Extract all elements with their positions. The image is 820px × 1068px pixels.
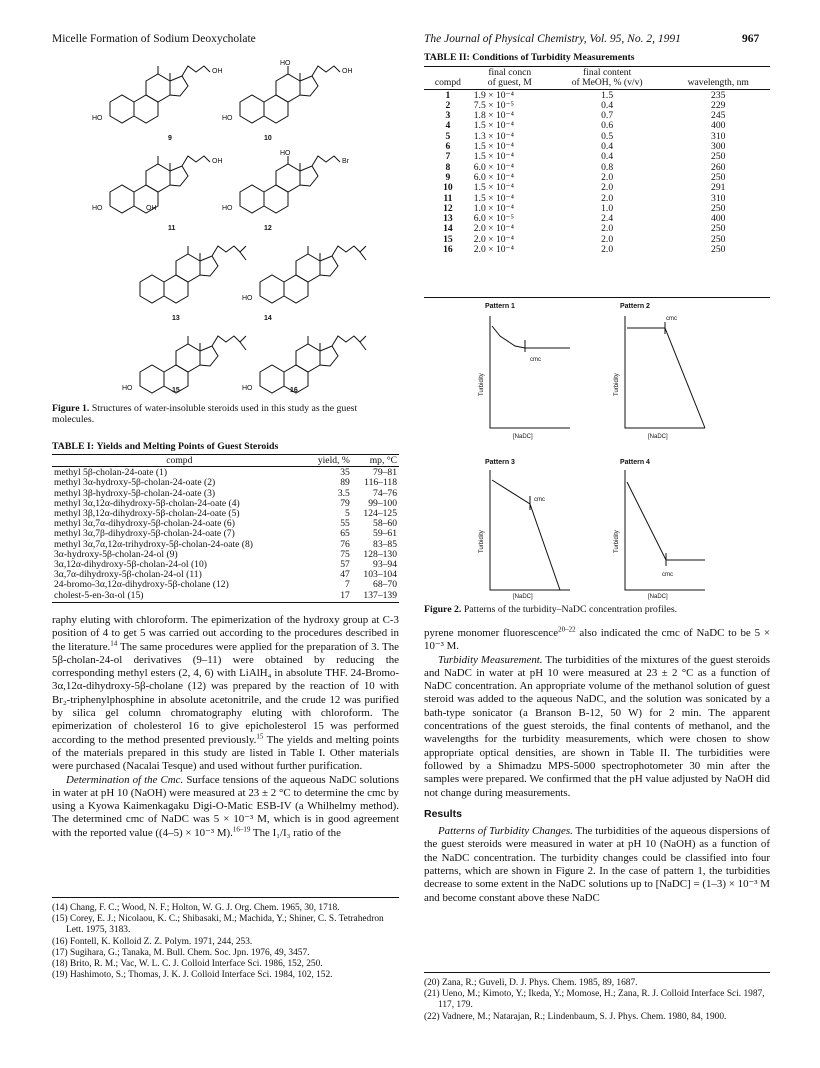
table2-cell-wavelength: 300	[711, 141, 726, 153]
s11-num: 11	[168, 225, 176, 232]
table2-cell-concn: 1.5 × 10⁻⁴	[473, 192, 514, 204]
table2-cell-meoh: 0.5	[601, 130, 614, 142]
lb-ref15: 15	[256, 732, 264, 741]
lb-ref16: 16–19	[232, 825, 251, 834]
table2-cell-concn: 2.0 × 10⁻⁴	[473, 223, 514, 235]
s14-num: 14	[264, 315, 272, 322]
table1-cell-compd: methyl 5β-cholan-24-oate (1)	[54, 467, 168, 479]
table1-cell-mp: 74–76	[373, 487, 397, 499]
table2-cell-meoh: 0.6	[601, 120, 614, 132]
table1-cell-compd: methyl 3α-hydroxy-5β-cholan-24-oate (2)	[54, 477, 216, 489]
p1-xlabel: [NaDC]	[513, 434, 533, 440]
t2-h-compd: compd	[434, 77, 461, 89]
s14-label-ho: HO	[242, 295, 253, 302]
table2-cell-meoh: 0.4	[601, 141, 614, 153]
lb-p1b: The same procedures were applied for the preparation of 3. The 5β-cholan-24-ol derivatives (9–11) were obtained by reducing the corresponding methyl esters (2, 4, 6) with LiAlH₄ in absolute THF. 24-Bromo-3α,12α-dihydroxy-5β-cholane (12) was prepared by the reaction of 10 with Br₂-triphenylphosphine in absolute acetonitrile, and the crude 12 was purified by silica gel column chromatography eluting with chloroform. The epimerization of cholesterol 16 to give epicholesterol 15 was performed according to the method presented previously.	[52, 640, 399, 746]
table2-cell-compd: 3	[445, 110, 451, 122]
table2-cell-meoh: 1.5	[601, 89, 614, 101]
table1-title	[52, 441, 402, 452]
footnote: (19) Hashimoto, S.; Thomas, J. K. J. Colloid Interface Sci. 1984, 102, 152.	[52, 970, 333, 981]
table2-cell-meoh: 2.0	[601, 233, 614, 245]
table1-title-label: TABLE I:	[52, 441, 95, 452]
t2-h-concn: of guest, M	[487, 77, 532, 89]
table2-cell-concn: 1.5 × 10⁻⁴	[473, 141, 514, 153]
table1-cell-mp: 99–100	[368, 497, 397, 509]
p3-xlabel: [NaDC]	[513, 594, 533, 600]
p3-cmc: cmc	[534, 497, 545, 503]
table2-cell-concn: 2.0 × 10⁻⁴	[473, 244, 514, 256]
table1-header-mp: mp, °C	[369, 455, 397, 466]
table2-cell-concn: 6.0 × 10⁻⁴	[473, 161, 514, 173]
table2-cell-concn: 2.0 × 10⁻⁴	[473, 233, 514, 245]
table1-cell-compd: methyl 3α,7α-dihydroxy-5β-cholan-24-oate (6)	[54, 518, 235, 530]
table1-cell-compd: 3α,7α-dihydroxy-5β-cholan-24-ol (11)	[54, 569, 202, 581]
table2-cell-meoh: 0.8	[601, 161, 614, 173]
page-number: 967	[742, 33, 760, 45]
p4-title: Pattern 4	[620, 459, 650, 466]
s15-num: 15	[172, 387, 180, 394]
table2-cell-concn: 1.5 × 10⁻⁴	[473, 120, 514, 132]
lb-p1c: The yields and melting points of the materials prepared in this study are listed in Table I. Other materials were purchased (Nacalai Tesque) and used without further purification.	[52, 733, 399, 773]
figure1-caption	[52, 403, 397, 426]
table1-cell-yield: 3.5	[337, 487, 350, 499]
table1-cell-yield: 47	[340, 569, 350, 581]
table1-cell-yield: 55	[340, 518, 350, 530]
table2-cell-concn: 7.5 × 10⁻⁵	[473, 99, 514, 111]
table2-title-text: Conditions of Turbidity Measurements	[472, 52, 635, 63]
table1-cell-compd: methyl 3α,7β-dihydroxy-5β-cholan-24-oate (7)	[54, 528, 235, 540]
table2-cell-wavelength: 250	[711, 151, 726, 163]
table2-cell-compd: 5	[445, 130, 451, 142]
s10-label-oh: OH	[342, 68, 353, 75]
table1-cell-yield: 76	[340, 538, 350, 550]
s11-label-ho: HO	[92, 205, 103, 212]
table2-cell-meoh: 0.4	[601, 151, 614, 163]
s11-label-oh2: OH	[146, 205, 157, 212]
rb-p2: The turbidities of the aqueous dispersions of the guest steroids were measured in water at pH 10 (NaOH) as a function of the NaDC concentration. The turbidity changes could be classified into four patterns, which are shown in Figure 2. In the case of pattern 1, the turbidities decrease to some extent in the NaDC solutions up to [NaDC] = (1–3) × 10⁻³ M and become constant above these NaDC	[424, 825, 770, 904]
table2-cell-meoh: 2.0	[601, 223, 614, 235]
table2-cell-compd: 10	[443, 182, 453, 194]
p3-ylabel: Turbidity	[479, 530, 485, 553]
table2-cell-meoh: 0.7	[601, 110, 614, 122]
table2-cell-wavelength: 229	[711, 99, 726, 111]
p1-title: Pattern 1	[485, 303, 515, 310]
table2-cell-wavelength: 250	[711, 202, 726, 214]
s9-num: 9	[168, 135, 172, 142]
table2-cell-wavelength: 310	[711, 130, 726, 142]
table1-cell-compd: methyl 3β-hydroxy-5β-cholan-24-oate (3)	[54, 487, 216, 499]
table1-cell-mp: 79–81	[373, 467, 397, 479]
table2-cell-compd: 9	[445, 171, 451, 183]
s13-num: 13	[172, 315, 180, 322]
lb-p2: Surface tensions of the aqueous NaDC solutions in water at pH 10 (NaOH) were measured at 23 ± 2 °C to determine the cmc by using a Kyowa Kaimenkagaku Digi-O-Matic ESB-IV (a Whilhelmy method). The determined cmc of NaDC was 5 × 10⁻³ M, which is in good agreement with the reported value ((4–5) × 10⁻³ M).	[52, 773, 399, 839]
table2-cell-meoh: 1.0	[601, 202, 614, 214]
table1-cell-yield: 65	[340, 528, 350, 540]
s12-num: 12	[264, 225, 272, 232]
s16-label-ho: HO	[242, 385, 253, 392]
table2-cell-wavelength: 400	[711, 213, 726, 225]
table2-cell-wavelength: 260	[711, 161, 726, 173]
table1-header-yield: yield, %	[317, 455, 350, 466]
footnote: (17) Sugihara, G.; Tanaka, M. Bull. Chem. Soc. Jpn. 1976, 49, 3457.	[52, 947, 310, 958]
left-footnotes	[52, 903, 399, 981]
table2-cell-meoh: 0.4	[601, 99, 614, 111]
lb-p2-title: Determination of the Cmc.	[66, 773, 184, 786]
table1-header-compd: compd	[166, 455, 193, 466]
t2-h-top-1: final concn	[488, 67, 532, 78]
running-head-right: The Journal of Physical Chemistry, Vol. 95, No. 2, 1991	[424, 33, 681, 45]
table1-cell-mp: 103–104	[363, 569, 397, 581]
table2-cell-concn: 1.9 × 10⁻⁴	[473, 89, 514, 101]
rb-p2-title: Patterns of Turbidity Changes.	[438, 825, 573, 838]
figure2-caption-text: Patterns of the turbidity–NaDC concentration profiles.	[463, 604, 678, 615]
p2-xlabel: [NaDC]	[648, 434, 668, 440]
footnote: (16) Fontell, K. Kolloid Z. Z. Polym. 1971, 244, 253.	[52, 936, 253, 947]
table2-cell-wavelength: 235	[711, 89, 726, 101]
rb-p1-title: Turbidity Measurement.	[438, 653, 543, 666]
s10-num: 10	[264, 135, 272, 142]
table1	[52, 456, 399, 601]
p2-title: Pattern 2	[620, 303, 650, 310]
table1-cell-yield: 89	[340, 477, 350, 489]
table2-cell-compd: 7	[445, 151, 451, 163]
table2-cell-compd: 13	[443, 213, 453, 225]
figure2-patterns	[440, 298, 740, 598]
table2-cell-concn: 1.5 × 10⁻⁴	[473, 182, 514, 194]
table2-cell-meoh: 2.0	[601, 182, 614, 194]
table1-cell-compd: methyl 3α,12α-dihydroxy-5β-cholan-24-oate (4)	[54, 497, 240, 509]
running-head-left: Micelle Formation of Sodium Deoxycholate	[52, 33, 256, 45]
p2-cmc: cmc	[666, 316, 677, 322]
table2-row	[424, 245, 770, 255]
s10-label-ho2: HO	[280, 60, 291, 67]
table1-cell-mp: 137–139	[363, 589, 397, 601]
table2-cell-wavelength: 245	[711, 110, 726, 122]
table1-cell-mp: 128–130	[363, 548, 397, 560]
footnote: (21) Ueno, M.; Kimoto, Y.; Ikeda, Y.; Momose, H.; Zana, R. J. Colloid Interface Sci. 1987, 117, 179.	[424, 989, 765, 1011]
table1-cell-yield: 75	[340, 548, 350, 560]
table2-cell-compd: 12	[443, 202, 453, 214]
p4-cmc: cmc	[662, 572, 673, 578]
figure1-caption-label: Figure 1.	[52, 403, 90, 414]
table2-cell-compd: 6	[445, 141, 451, 153]
s9-label-ho: HO	[92, 115, 103, 122]
table2-cell-compd: 14	[443, 223, 453, 235]
table1-cell-mp: 116–118	[364, 477, 397, 489]
table1-cell-compd: 3α,12α-dihydroxy-5β-cholan-24-ol (10)	[54, 559, 207, 571]
table2-cell-wavelength: 291	[711, 182, 726, 194]
p2-ylabel: Turbidity	[614, 373, 620, 396]
table1-cell-yield: 57	[340, 559, 350, 571]
table2-cell-wavelength: 310	[711, 192, 726, 204]
t2-h-meoh: of MeOH, % (v/v)	[571, 77, 643, 89]
table1-cell-compd: methyl 3α,7α,12α-trihydroxy-5β-cholan-24-oate (8)	[54, 538, 253, 550]
s11-label-oh: OH	[212, 158, 223, 165]
lb-p2b: The I₁/I₃ ratio of the	[250, 826, 341, 839]
table1-cell-mp: 59–61	[373, 528, 397, 540]
figure2-caption	[424, 604, 770, 615]
p1-ylabel: Turbidity	[479, 373, 485, 396]
table1-cell-compd: methyl 3β,12α-dihydroxy-5β-cholan-24-oate (5)	[54, 508, 240, 520]
table2-cell-wavelength: 400	[711, 120, 726, 132]
figure1-structures	[92, 52, 400, 397]
table2-cell-wavelength: 250	[711, 233, 726, 245]
table1-title-text: Yields and Melting Points of Guest Steroids	[96, 441, 279, 452]
table2-cell-meoh: 2.0	[601, 171, 614, 183]
table2-cell-wavelength: 250	[711, 244, 726, 256]
figure1-caption-text: Structures of water-insoluble steroids used in this study as the guest molecules.	[52, 403, 358, 426]
table1-cell-mp: 58–60	[373, 518, 397, 530]
footnote: (18) Brito, R. M.; Vac, W. L. C. J. Colloid Interface Sci. 1986, 152, 250.	[52, 959, 323, 970]
table2-cell-compd: 8	[445, 161, 451, 173]
table1-cell-yield: 17	[340, 589, 350, 601]
table1-cell-compd: 3α-hydroxy-5β-cholan-24-ol (9)	[54, 548, 178, 560]
p3-title: Pattern 3	[485, 459, 515, 466]
footnote: (20) Zana, R.; Guveli, D. J. Phys. Chem. 1985, 89, 1687.	[424, 978, 638, 988]
p1-cmc: cmc	[530, 357, 541, 363]
table2-cell-concn: 6.0 × 10⁻⁴	[473, 171, 514, 183]
footnote: (14) Chang, F. C.; Wood, N. F.; Holton, W. G. J. Org. Chem. 1965, 30, 1718.	[52, 903, 340, 913]
table2-cell-compd: 11	[443, 192, 453, 204]
lb-p1: raphy eluting with chloroform. The epimerization of the hydroxy group at C-3 position of 4 to get 5 was carried out according to the procedures described in the literature.	[52, 614, 399, 653]
rb-ref20: 20–22	[558, 625, 576, 634]
rb-p0b: also indicated the cmc of NaDC to be 5 × 10⁻³ M.	[424, 627, 770, 653]
table2-cell-wavelength: 250	[711, 223, 726, 235]
table1-cell-compd: 24-bromo-3α,12α-dihydroxy-5β-cholane (12)	[54, 579, 229, 591]
table2-cell-compd: 4	[445, 120, 451, 132]
s16-num: 16	[290, 387, 298, 394]
p4-xlabel: [NaDC]	[648, 594, 668, 600]
right-footnotes	[424, 978, 770, 1023]
s9-label-oh: OH	[212, 68, 223, 75]
table1-cell-mp: 93–94	[373, 559, 397, 571]
table1-cell-mp: 68–70	[373, 579, 397, 591]
left-body-text	[52, 614, 399, 840]
table1-cell-mp: 83–85	[373, 538, 397, 550]
right-body-text	[424, 627, 770, 905]
table1-cell-yield: 79	[340, 497, 350, 509]
footnote: (15) Corey, E. J.; Nicolaou, K. C.; Shibasaki, M.; Machida, Y.; Shiner, C. S. Tetrahedron Lett. 1975, 3183.	[52, 914, 384, 936]
p4-ylabel: Turbidity	[614, 530, 620, 553]
table2-cell-compd: 15	[443, 233, 453, 245]
s15-label-ho: HO	[122, 385, 133, 392]
table2-cell-compd: 2	[445, 99, 451, 111]
table2-cell-meoh: 2.4	[601, 213, 614, 225]
rb-p1: The turbidities of the mixtures of the guest steroids and NaDC in water at pH 10 were measured at 23 ± 2 °C as a function of NaDC concentration. An appropriate volume of the methanol solution of guest steroid was added to the aqueous NaDC, and the solution was sonicated by a bath-type sonicator (a Branson B-12, 50 W) for 2 min. The apparent concentrations of the guest steroids, the final contents of methanol, and the wavelengths for the turbidity measurements, which were chosen to show appropriate optical densities, are shown in Table II. The turbidities were followed by a Shimadzu MPS-5000 spectrophotometer 30 min after the samples were prepared. We confirmed that the pH value adjusted by NaOH did not change during measurements.	[424, 653, 771, 799]
table2-cell-meoh: 2.0	[601, 192, 614, 204]
table2-title	[424, 52, 774, 63]
table2-cell-compd: 16	[443, 244, 453, 256]
s10-label-ho: HO	[222, 115, 233, 122]
lb-ref14: 14	[110, 638, 118, 647]
table1-cell-yield: 35	[340, 467, 350, 479]
t2-h-wavelength: wavelength, nm	[687, 77, 749, 89]
table2	[424, 68, 770, 255]
results-heading: Results	[424, 807, 462, 820]
footnote: (22) Vadnere, M.; Natarajan, R.; Lindenbaum, S. J. Phys. Chem. 1980, 84, 1900.	[424, 1011, 727, 1022]
figure2-caption-label: Figure 2.	[424, 604, 462, 615]
table2-cell-concn: 1.0 × 10⁻⁴	[473, 202, 514, 214]
table2-cell-wavelength: 250	[711, 171, 726, 183]
table2-cell-meoh: 2.0	[601, 244, 614, 256]
table1-cell-mp: 124–125	[363, 508, 397, 520]
table1-row	[52, 591, 399, 601]
table2-cell-compd: 1	[445, 89, 451, 101]
table2-cell-concn: 6.0 × 10⁻⁵	[473, 213, 514, 225]
s12-label-ho2: HO	[280, 150, 291, 157]
table2-cell-concn: 1.8 × 10⁻⁴	[473, 110, 514, 122]
table1-cell-yield: 7	[345, 579, 350, 591]
s12-label-ho: HO	[222, 205, 233, 212]
table2-cell-concn: 1.3 × 10⁻⁴	[473, 130, 514, 142]
table2-cell-concn: 1.5 × 10⁻⁴	[473, 151, 514, 163]
t2-h-top-2: final content	[583, 67, 632, 78]
table1-cell-compd: cholest-5-en-3α-ol (15)	[54, 589, 144, 601]
rb-p0: pyrene monomer fluorescence	[424, 627, 559, 639]
table2-title-label: TABLE II:	[424, 52, 470, 63]
s12-label-br: Br	[342, 158, 349, 165]
table1-cell-yield: 5	[345, 508, 350, 520]
